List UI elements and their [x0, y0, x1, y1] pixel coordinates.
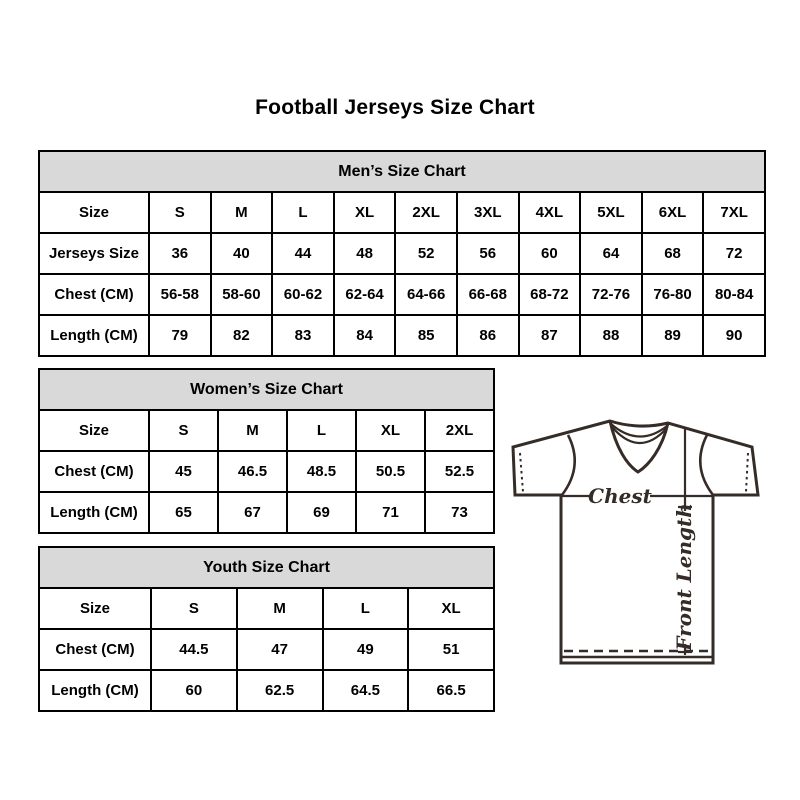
value-cell: 67	[218, 492, 287, 533]
womens-table-body	[39, 410, 494, 533]
row-label-cell: Jerseys Size	[39, 233, 149, 274]
jersey-outline	[513, 421, 758, 663]
value-cell: 68-72	[519, 274, 581, 315]
table-title-row	[39, 151, 765, 192]
value-cell: 72	[703, 233, 765, 274]
value-cell: 71	[356, 492, 425, 533]
value-cell: 48	[334, 233, 396, 274]
value-cell: 60	[151, 670, 237, 711]
value-cell: 5XL	[580, 192, 642, 233]
table-row	[39, 315, 765, 356]
value-cell: 66-68	[457, 274, 519, 315]
table-title-row	[39, 369, 494, 410]
mens-size-table	[38, 150, 766, 357]
row-label-cell: Length (CM)	[39, 492, 149, 533]
value-cell: 4XL	[519, 192, 581, 233]
value-cell: 6XL	[642, 192, 704, 233]
value-cell: 64	[580, 233, 642, 274]
row-label-cell: Size	[39, 192, 149, 233]
table-row	[39, 670, 494, 711]
value-cell: 80-84	[703, 274, 765, 315]
youth-table-body	[39, 588, 494, 711]
value-cell: 7XL	[703, 192, 765, 233]
table-row	[39, 192, 765, 233]
value-cell: M	[211, 192, 273, 233]
row-label-cell: Length (CM)	[39, 670, 151, 711]
value-cell: 3XL	[457, 192, 519, 233]
value-cell: 79	[149, 315, 211, 356]
value-cell: 2XL	[425, 410, 494, 451]
value-cell: 68	[642, 233, 704, 274]
jersey-measurement-diagram	[500, 408, 772, 670]
page-title: Football Jerseys Size Chart	[255, 96, 535, 119]
value-cell: 60-62	[272, 274, 334, 315]
value-cell: 65	[149, 492, 218, 533]
table-row	[39, 629, 494, 670]
value-cell: 47	[237, 629, 323, 670]
value-cell: 87	[519, 315, 581, 356]
value-cell: S	[149, 192, 211, 233]
value-cell: 56	[457, 233, 519, 274]
value-cell: 83	[272, 315, 334, 356]
value-cell: 69	[287, 492, 356, 533]
value-cell: XL	[408, 588, 494, 629]
value-cell: 52	[395, 233, 457, 274]
value-cell: 44	[272, 233, 334, 274]
youth-size-table	[38, 546, 495, 712]
value-cell: 2XL	[395, 192, 457, 233]
value-cell: 40	[211, 233, 273, 274]
value-cell: 64-66	[395, 274, 457, 315]
value-cell: XL	[356, 410, 425, 451]
table-row	[39, 588, 494, 629]
value-cell: M	[237, 588, 323, 629]
value-cell: XL	[334, 192, 396, 233]
value-cell: 84	[334, 315, 396, 356]
value-cell: 89	[642, 315, 704, 356]
value-cell: 86	[457, 315, 519, 356]
value-cell: 44.5	[151, 629, 237, 670]
table-row	[39, 451, 494, 492]
value-cell: 56-58	[149, 274, 211, 315]
value-cell: 60	[519, 233, 581, 274]
jersey-diagram-svg	[500, 408, 772, 670]
womens-size-table	[38, 368, 495, 534]
value-cell: 48.5	[287, 451, 356, 492]
youth-table-title: Youth Size Chart	[39, 547, 494, 588]
value-cell: S	[151, 588, 237, 629]
mens-table-title: Men’s Size Chart	[39, 151, 765, 192]
value-cell: 52.5	[425, 451, 494, 492]
front-length-label: Front Length	[672, 503, 696, 651]
table-title-row	[39, 547, 494, 588]
row-label-cell: Size	[39, 588, 151, 629]
table-row	[39, 492, 494, 533]
table-row	[39, 233, 765, 274]
value-cell: 36	[149, 233, 211, 274]
value-cell: 76-80	[642, 274, 704, 315]
value-cell: 46.5	[218, 451, 287, 492]
value-cell: 85	[395, 315, 457, 356]
value-cell: L	[287, 410, 356, 451]
row-label-cell: Chest (CM)	[39, 274, 149, 315]
value-cell: L	[272, 192, 334, 233]
value-cell: 62.5	[237, 670, 323, 711]
value-cell: 73	[425, 492, 494, 533]
value-cell: 90	[703, 315, 765, 356]
value-cell: 82	[211, 315, 273, 356]
row-label-cell: Chest (CM)	[39, 451, 149, 492]
row-label-cell: Size	[39, 410, 149, 451]
row-label-cell: Length (CM)	[39, 315, 149, 356]
chest-label: Chest	[588, 484, 652, 508]
value-cell: 66.5	[408, 670, 494, 711]
value-cell: L	[323, 588, 409, 629]
value-cell: 49	[323, 629, 409, 670]
mens-table-body	[39, 192, 765, 356]
value-cell: S	[149, 410, 218, 451]
table-row	[39, 274, 765, 315]
table-row	[39, 410, 494, 451]
value-cell: 64.5	[323, 670, 409, 711]
value-cell: 72-76	[580, 274, 642, 315]
value-cell: 62-64	[334, 274, 396, 315]
value-cell: 88	[580, 315, 642, 356]
value-cell: M	[218, 410, 287, 451]
value-cell: 58-60	[211, 274, 273, 315]
womens-table-title: Women’s Size Chart	[39, 369, 494, 410]
value-cell: 45	[149, 451, 218, 492]
value-cell: 51	[408, 629, 494, 670]
value-cell: 50.5	[356, 451, 425, 492]
row-label-cell: Chest (CM)	[39, 629, 151, 670]
